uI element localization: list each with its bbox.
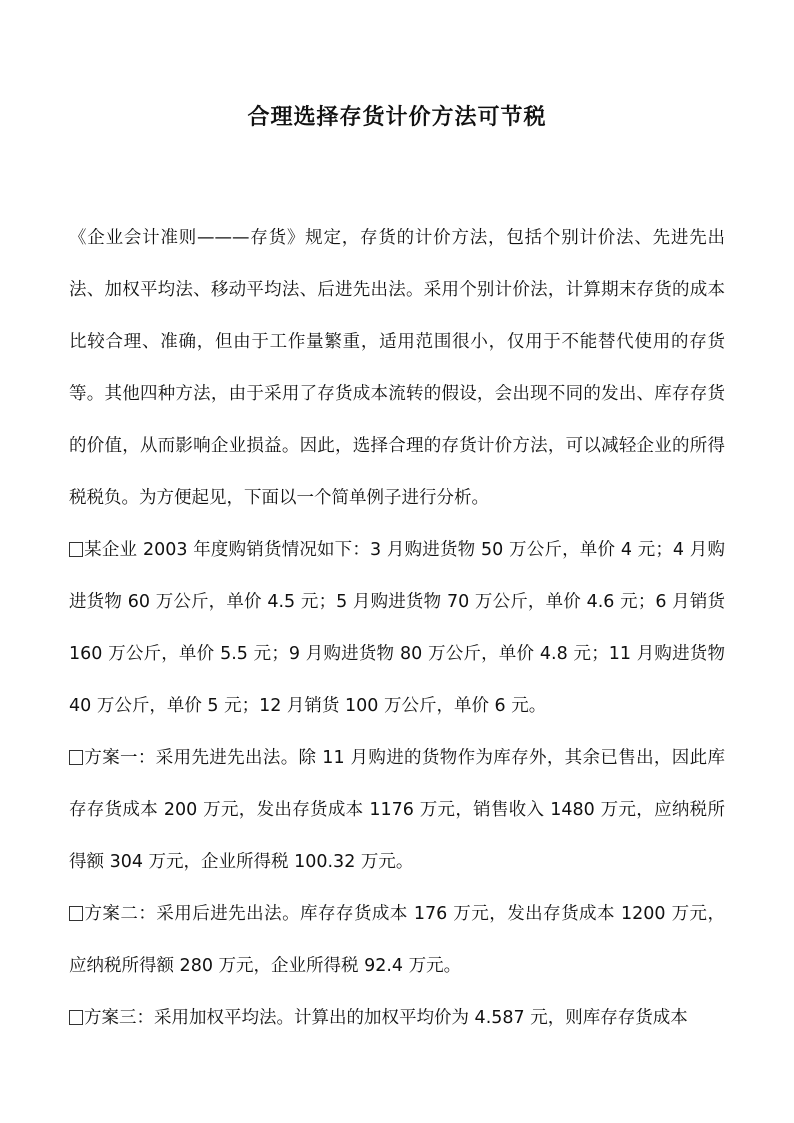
square-box-icon <box>69 542 83 557</box>
square-box-icon <box>69 750 83 765</box>
paragraph-text: 《企业会计准则———存货》规定，存货的计价方法，包括个别计价法、先进先出法、加权平均法、移动平均法、后进先出法。采用个别计价法，计算期末存货的成本比较合理、准确，但由于工作量繁重，适用范围很小，仅用于不能替代使用的存货等。其他四种方法，由于采用了存货成本流转的假设，会出现不同的发出、库存存货的价值，从而影响企业损益。因此，选择合理的存货计价方法，可以减轻企业的所得税税负。为方便起见，下面以一个简单例子进行分析。 <box>69 228 725 508</box>
paragraph-text: 方案二：采用后进先出法。库存存货成本 176 万元，发出存货成本 1200 万元，应纳税所得额 280 万元，企业所得税 92.4 万元。 <box>69 904 725 976</box>
paragraph-plan-three <box>69 992 725 1044</box>
paragraph-intro <box>69 212 725 524</box>
document-body <box>69 212 725 1044</box>
paragraph-text: 方案三：采用加权平均法。计算出的加权平均价为 4.587 元，则库存存货成本 <box>84 1008 688 1028</box>
square-box-icon <box>69 906 83 921</box>
paragraph-text: 某企业 2003 年度购销货情况如下：3 月购进货物 50 万公斤，单价 4 元；4 月购进货物 60 万公斤，单价 4.5 元；5 月购进货物 70 万公斤，单价 4.6 元；6 月销货 160 万公斤，单价 5.5 元；9 月购进货物 80 万公斤，单价 4.8 元；11 月购进货物 40 万公斤，单价 5 元；12 月销货 100 万公斤，单价 6 元。 <box>69 540 725 716</box>
paragraph-text: 方案一：采用先进先出法。除 11 月购进的货物作为库存外，其余已售出，因此库存存货成本 200 万元，发出存货成本 1176 万元，销售收入 1480 万元，应纳税所得额 304 万元，企业所得税 100.32 万元。 <box>69 748 725 872</box>
square-box-icon <box>69 1010 83 1025</box>
paragraph-plan-one <box>69 732 725 888</box>
paragraph-plan-two <box>69 888 725 992</box>
paragraph-case-data <box>69 524 725 732</box>
document-title: 合理选择存货计价方法可节税 <box>247 105 547 130</box>
